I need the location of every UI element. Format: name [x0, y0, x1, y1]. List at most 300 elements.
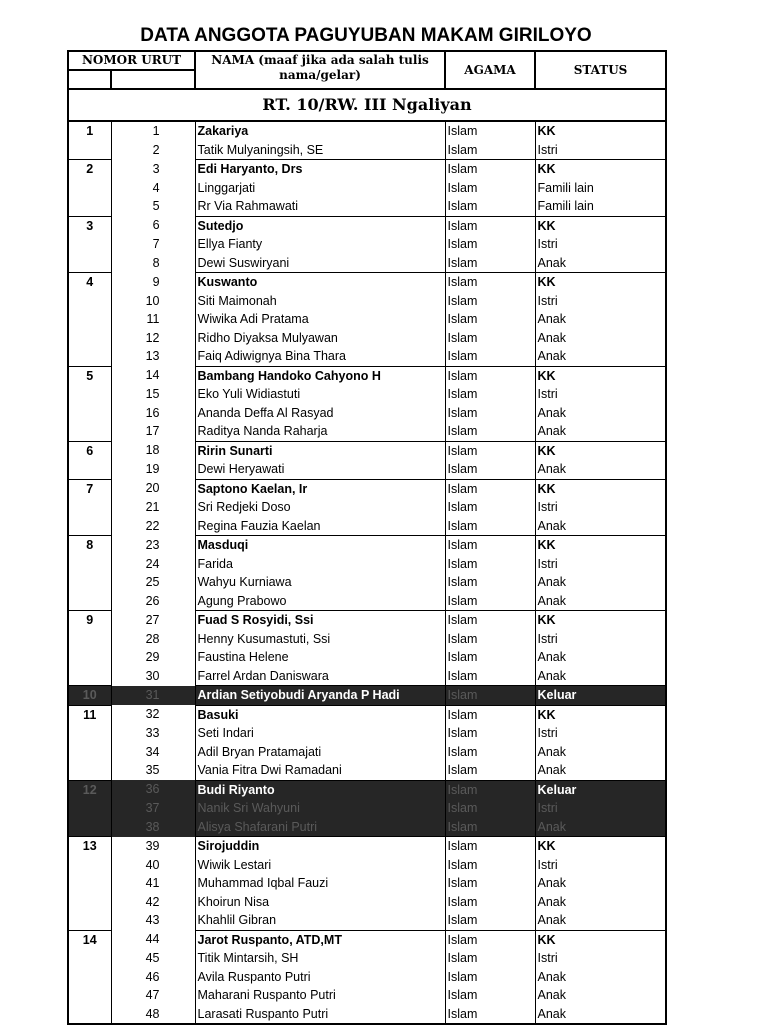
religion-cell: Islam: [445, 197, 535, 216]
status-cell: Istri: [535, 292, 666, 311]
religion-cell: Islam: [445, 441, 535, 460]
name-cell: Faiq Adiwignya Bina Thara: [195, 347, 445, 366]
name-cell: Adil Bryan Pratamajati: [195, 743, 445, 762]
sequence-number-cell: 16: [111, 404, 195, 423]
status-cell: Anak: [535, 517, 666, 536]
table-row: [68, 273, 666, 292]
table-row: [68, 479, 666, 498]
household-number-cell: [68, 968, 111, 987]
table-row: [68, 555, 666, 574]
name-cell: Dewi Suswiryani: [195, 254, 445, 273]
religion-cell: Islam: [445, 818, 535, 837]
household-number-cell: [68, 347, 111, 366]
household-number-cell: [68, 648, 111, 667]
name-cell: Avila Ruspanto Putri: [195, 968, 445, 987]
sequence-number-cell: 29: [111, 648, 195, 667]
household-number-cell: [68, 197, 111, 216]
religion-cell: Islam: [445, 968, 535, 987]
status-cell: Anak: [535, 911, 666, 930]
status-cell: Anak: [535, 329, 666, 348]
name-cell: Agung Prabowo: [195, 592, 445, 611]
religion-cell: Islam: [445, 347, 535, 366]
header-status: STATUS: [535, 51, 666, 89]
name-cell: Sirojuddin: [195, 837, 445, 856]
table-row: [68, 160, 666, 179]
table-row: [68, 498, 666, 517]
sequence-number-cell: 14: [111, 366, 195, 385]
status-cell: Anak: [535, 874, 666, 893]
table-row: [68, 422, 666, 441]
household-number-cell: [68, 761, 111, 780]
name-cell: Ridho Diyaksa Mulyawan: [195, 329, 445, 348]
name-cell: Fuad S Rosyidi, Ssi: [195, 611, 445, 630]
religion-cell: Islam: [445, 404, 535, 423]
status-cell: Anak: [535, 347, 666, 366]
name-cell: Jarot Ruspanto, ATD,MT: [195, 930, 445, 949]
religion-cell: Islam: [445, 517, 535, 536]
name-cell: Seti Indari: [195, 724, 445, 743]
household-number-cell: 12: [68, 780, 111, 799]
name-cell: Vania Fitra Dwi Ramadani: [195, 761, 445, 780]
status-cell: Anak: [535, 460, 666, 479]
household-number-cell: 11: [68, 705, 111, 724]
status-cell: Anak: [535, 254, 666, 273]
sequence-number-cell: 33: [111, 724, 195, 743]
sequence-number-cell: 34: [111, 743, 195, 762]
sequence-number-cell: 22: [111, 517, 195, 536]
status-cell: KK: [535, 479, 666, 498]
status-cell: KK: [535, 121, 666, 141]
religion-cell: Islam: [445, 235, 535, 254]
name-cell: Wahyu Kurniawa: [195, 573, 445, 592]
sequence-number-cell: 27: [111, 611, 195, 630]
household-number-cell: [68, 893, 111, 912]
household-number-cell: 3: [68, 216, 111, 235]
status-cell: Anak: [535, 422, 666, 441]
status-cell: Istri: [535, 141, 666, 160]
sequence-number-cell: 18: [111, 441, 195, 460]
household-number-cell: [68, 179, 111, 198]
status-cell: KK: [535, 930, 666, 949]
religion-cell: Islam: [445, 930, 535, 949]
household-number-cell: [68, 310, 111, 329]
religion-cell: Islam: [445, 893, 535, 912]
name-cell: Farida: [195, 555, 445, 574]
section-row: [68, 89, 666, 121]
name-cell: Wiwik Lestari: [195, 856, 445, 875]
name-cell: Muhammad Iqbal Fauzi: [195, 874, 445, 893]
sequence-number-cell: 7: [111, 235, 195, 254]
name-cell: Masduqi: [195, 536, 445, 555]
religion-cell: Islam: [445, 724, 535, 743]
religion-cell: Islam: [445, 479, 535, 498]
religion-cell: Islam: [445, 460, 535, 479]
religion-cell: Islam: [445, 498, 535, 517]
sequence-number-cell: 30: [111, 667, 195, 686]
status-cell: Istri: [535, 498, 666, 517]
table-row: [68, 611, 666, 630]
status-cell: Anak: [535, 667, 666, 686]
name-cell: Edi Haryanto, Drs: [195, 160, 445, 179]
name-cell: Khoirun Nisa: [195, 893, 445, 912]
page-title: DATA ANGGOTA PAGUYUBAN MAKAM GIRILOYO: [140, 25, 592, 46]
name-cell: Henny Kusumastuti, Ssi: [195, 630, 445, 649]
religion-cell: Islam: [445, 611, 535, 630]
name-cell: Nanik Sri Wahyuni: [195, 799, 445, 818]
name-cell: Sutedjo: [195, 216, 445, 235]
name-cell: Ananda Deffa Al Rasyad: [195, 404, 445, 423]
table-row: [68, 292, 666, 311]
household-number-cell: [68, 743, 111, 762]
religion-cell: Islam: [445, 366, 535, 385]
status-cell: Famili lain: [535, 179, 666, 198]
status-cell: Keluar: [535, 686, 666, 706]
name-cell: Farrel Ardan Daniswara: [195, 667, 445, 686]
status-cell: Anak: [535, 761, 666, 780]
name-cell: Linggarjati: [195, 179, 445, 198]
household-number-cell: 2: [68, 160, 111, 179]
sequence-number-cell: 25: [111, 573, 195, 592]
table-row: [68, 235, 666, 254]
name-cell: Maharani Ruspanto Putri: [195, 986, 445, 1005]
status-cell: KK: [535, 216, 666, 235]
member-table: [67, 50, 667, 1025]
table-row: [68, 630, 666, 649]
household-number-cell: [68, 667, 111, 686]
status-cell: Istri: [535, 555, 666, 574]
sequence-number-cell: 9: [111, 273, 195, 292]
status-cell: KK: [535, 160, 666, 179]
religion-cell: Islam: [445, 216, 535, 235]
sequence-number-cell: 31: [111, 686, 195, 706]
household-number-cell: [68, 799, 111, 818]
household-number-cell: 1: [68, 121, 111, 141]
household-number-cell: 6: [68, 441, 111, 460]
section-title: RT. 10/RW. III Ngaliyan: [68, 89, 666, 121]
sequence-number-cell: 8: [111, 254, 195, 273]
household-number-cell: [68, 517, 111, 536]
religion-cell: Islam: [445, 705, 535, 724]
sequence-number-cell: 11: [111, 310, 195, 329]
sequence-number-cell: 3: [111, 160, 195, 179]
member-rows: [68, 121, 666, 1024]
household-number-cell: 8: [68, 536, 111, 555]
household-number-cell: [68, 329, 111, 348]
sequence-number-cell: 35: [111, 761, 195, 780]
name-cell: Eko Yuli Widiastuti: [195, 385, 445, 404]
name-cell: Ellya Fianty: [195, 235, 445, 254]
status-cell: Anak: [535, 573, 666, 592]
name-cell: Siti Maimonah: [195, 292, 445, 311]
header-row: [68, 51, 666, 70]
table-row: [68, 837, 666, 856]
table-row: [68, 968, 666, 987]
table-row: [68, 254, 666, 273]
religion-cell: Islam: [445, 573, 535, 592]
status-cell: Keluar: [535, 780, 666, 799]
sequence-number-cell: 46: [111, 968, 195, 987]
name-cell: Sri Redjeki Doso: [195, 498, 445, 517]
sequence-number-cell: 38: [111, 818, 195, 837]
status-cell: Istri: [535, 724, 666, 743]
status-cell: Anak: [535, 968, 666, 987]
header-sub-cell-a: [68, 70, 111, 89]
header-agama: AGAMA: [445, 51, 535, 89]
religion-cell: Islam: [445, 160, 535, 179]
sequence-number-cell: 4: [111, 179, 195, 198]
household-number-cell: [68, 254, 111, 273]
household-number-cell: 13: [68, 837, 111, 856]
name-cell: Rr Via Rahmawati: [195, 197, 445, 216]
sequence-number-cell: 20: [111, 479, 195, 498]
table-row: [68, 799, 666, 818]
religion-cell: Islam: [445, 667, 535, 686]
religion-cell: Islam: [445, 310, 535, 329]
table-row: [68, 197, 666, 216]
sequence-number-cell: 5: [111, 197, 195, 216]
sequence-number-cell: 45: [111, 949, 195, 968]
religion-cell: Islam: [445, 422, 535, 441]
sequence-number-cell: 48: [111, 1005, 195, 1025]
name-cell: Faustina Helene: [195, 648, 445, 667]
table-row: [68, 141, 666, 160]
sequence-number-cell: 28: [111, 630, 195, 649]
status-cell: Istri: [535, 856, 666, 875]
status-cell: Anak: [535, 986, 666, 1005]
table-row: [68, 366, 666, 385]
table-row: [68, 856, 666, 875]
household-number-cell: 14: [68, 930, 111, 949]
household-number-cell: [68, 724, 111, 743]
sequence-number-cell: 19: [111, 460, 195, 479]
household-number-cell: 5: [68, 366, 111, 385]
table-row: [68, 329, 666, 348]
sequence-number-cell: 17: [111, 422, 195, 441]
household-number-cell: 7: [68, 479, 111, 498]
sequence-number-cell: 43: [111, 911, 195, 930]
religion-cell: Islam: [445, 385, 535, 404]
status-cell: Famili lain: [535, 197, 666, 216]
household-number-cell: [68, 385, 111, 404]
household-number-cell: [68, 592, 111, 611]
household-number-cell: 10: [68, 686, 111, 706]
status-cell: Anak: [535, 743, 666, 762]
religion-cell: Islam: [445, 761, 535, 780]
sequence-number-cell: 26: [111, 592, 195, 611]
household-number-cell: [68, 404, 111, 423]
name-cell: Khahlil Gibran: [195, 911, 445, 930]
religion-cell: Islam: [445, 799, 535, 818]
table-row: [68, 911, 666, 930]
status-cell: Istri: [535, 235, 666, 254]
table-row: [68, 404, 666, 423]
sequence-number-cell: 47: [111, 986, 195, 1005]
name-cell: Basuki: [195, 705, 445, 724]
table-row: [68, 724, 666, 743]
sequence-number-cell: 2: [111, 141, 195, 160]
name-cell: Bambang Handoko Cahyono H: [195, 366, 445, 385]
table-row: [68, 592, 666, 611]
name-cell: Dewi Heryawati: [195, 460, 445, 479]
religion-cell: Islam: [445, 686, 535, 706]
household-number-cell: [68, 498, 111, 517]
table-row: [68, 216, 666, 235]
sequence-number-cell: 32: [111, 705, 195, 724]
name-cell: Wiwika Adi Pratama: [195, 310, 445, 329]
name-cell: Alisya Shafarani Putri: [195, 818, 445, 837]
religion-cell: Islam: [445, 329, 535, 348]
status-cell: Istri: [535, 799, 666, 818]
household-number-cell: [68, 986, 111, 1005]
status-cell: Anak: [535, 818, 666, 837]
header-sub-cell-b: [111, 70, 195, 89]
sequence-number-cell: 23: [111, 536, 195, 555]
sequence-number-cell: 10: [111, 292, 195, 311]
status-cell: Istri: [535, 385, 666, 404]
table-row: [68, 686, 666, 706]
household-number-cell: [68, 422, 111, 441]
religion-cell: Islam: [445, 254, 535, 273]
table-row: [68, 648, 666, 667]
religion-cell: Islam: [445, 273, 535, 292]
sequence-number-cell: 42: [111, 893, 195, 912]
household-number-cell: [68, 911, 111, 930]
household-number-cell: [68, 460, 111, 479]
table-row: [68, 573, 666, 592]
household-number-cell: [68, 630, 111, 649]
name-cell: Raditya Nanda Raharja: [195, 422, 445, 441]
sequence-number-cell: 12: [111, 329, 195, 348]
household-number-cell: [68, 874, 111, 893]
table-row: [68, 121, 666, 141]
religion-cell: Islam: [445, 141, 535, 160]
name-cell: Saptono Kaelan, Ir: [195, 479, 445, 498]
religion-cell: Islam: [445, 949, 535, 968]
table-row: [68, 536, 666, 555]
sequence-number-cell: 1: [111, 121, 195, 141]
sequence-number-cell: 44: [111, 930, 195, 949]
table-row: [68, 874, 666, 893]
sequence-number-cell: 37: [111, 799, 195, 818]
status-cell: Anak: [535, 1005, 666, 1025]
table-row: [68, 930, 666, 949]
name-cell: Kuswanto: [195, 273, 445, 292]
status-cell: Anak: [535, 592, 666, 611]
table-row: [68, 761, 666, 780]
household-number-cell: 4: [68, 273, 111, 292]
sequence-number-cell: 40: [111, 856, 195, 875]
name-cell: Budi Riyanto: [195, 780, 445, 799]
sequence-number-cell: 36: [111, 780, 195, 799]
religion-cell: Islam: [445, 121, 535, 141]
religion-cell: Islam: [445, 837, 535, 856]
table-row: [68, 667, 666, 686]
religion-cell: Islam: [445, 536, 535, 555]
household-number-cell: [68, 818, 111, 837]
name-cell: Titik Mintarsih, SH: [195, 949, 445, 968]
status-cell: KK: [535, 536, 666, 555]
religion-cell: Islam: [445, 1005, 535, 1025]
table-row: [68, 385, 666, 404]
household-number-cell: [68, 573, 111, 592]
religion-cell: Islam: [445, 630, 535, 649]
status-cell: KK: [535, 705, 666, 724]
table-row: [68, 986, 666, 1005]
status-cell: Anak: [535, 648, 666, 667]
table-row: [68, 780, 666, 799]
name-cell: Tatik Mulyaningsih, SE: [195, 141, 445, 160]
religion-cell: Islam: [445, 179, 535, 198]
table-row: [68, 460, 666, 479]
status-cell: KK: [535, 611, 666, 630]
table-row: [68, 441, 666, 460]
religion-cell: Islam: [445, 856, 535, 875]
status-cell: Anak: [535, 404, 666, 423]
table-row: [68, 949, 666, 968]
status-cell: KK: [535, 837, 666, 856]
household-number-cell: [68, 141, 111, 160]
sequence-number-cell: 39: [111, 837, 195, 856]
name-cell: Ardian Setiyobudi Aryanda P Hadi: [195, 686, 445, 706]
household-number-cell: [68, 555, 111, 574]
name-cell: Regina Fauzia Kaelan: [195, 517, 445, 536]
household-number-cell: [68, 949, 111, 968]
religion-cell: Islam: [445, 555, 535, 574]
religion-cell: Islam: [445, 648, 535, 667]
religion-cell: Islam: [445, 874, 535, 893]
sequence-number-cell: 21: [111, 498, 195, 517]
status-cell: KK: [535, 366, 666, 385]
table-row: [68, 893, 666, 912]
religion-cell: Islam: [445, 780, 535, 799]
table-row: [68, 310, 666, 329]
table-row: [68, 179, 666, 198]
sequence-number-cell: 6: [111, 216, 195, 235]
household-number-cell: [68, 292, 111, 311]
table-row: [68, 1005, 666, 1025]
name-cell: Zakariya: [195, 121, 445, 141]
table-row: [68, 743, 666, 762]
household-number-cell: [68, 1005, 111, 1025]
name-cell: Larasati Ruspanto Putri: [195, 1005, 445, 1025]
religion-cell: Islam: [445, 743, 535, 762]
status-cell: Istri: [535, 949, 666, 968]
header-nomor-urut: NOMOR URUT: [68, 51, 195, 70]
table-row: [68, 818, 666, 837]
sequence-number-cell: 13: [111, 347, 195, 366]
religion-cell: Islam: [445, 986, 535, 1005]
religion-cell: Islam: [445, 592, 535, 611]
table-row: [68, 517, 666, 536]
sequence-number-cell: 41: [111, 874, 195, 893]
sequence-number-cell: 15: [111, 385, 195, 404]
status-cell: Anak: [535, 310, 666, 329]
status-cell: KK: [535, 273, 666, 292]
status-cell: Anak: [535, 893, 666, 912]
table-row: [68, 347, 666, 366]
status-cell: Istri: [535, 630, 666, 649]
table-row: [68, 705, 666, 724]
status-cell: KK: [535, 441, 666, 460]
name-cell: Ririn Sunarti: [195, 441, 445, 460]
household-number-cell: 9: [68, 611, 111, 630]
header-nama: NAMA (maaf jika ada salah tulis nama/gelar): [195, 51, 445, 89]
household-number-cell: [68, 856, 111, 875]
religion-cell: Islam: [445, 911, 535, 930]
household-number-cell: [68, 235, 111, 254]
religion-cell: Islam: [445, 292, 535, 311]
sequence-number-cell: 24: [111, 555, 195, 574]
